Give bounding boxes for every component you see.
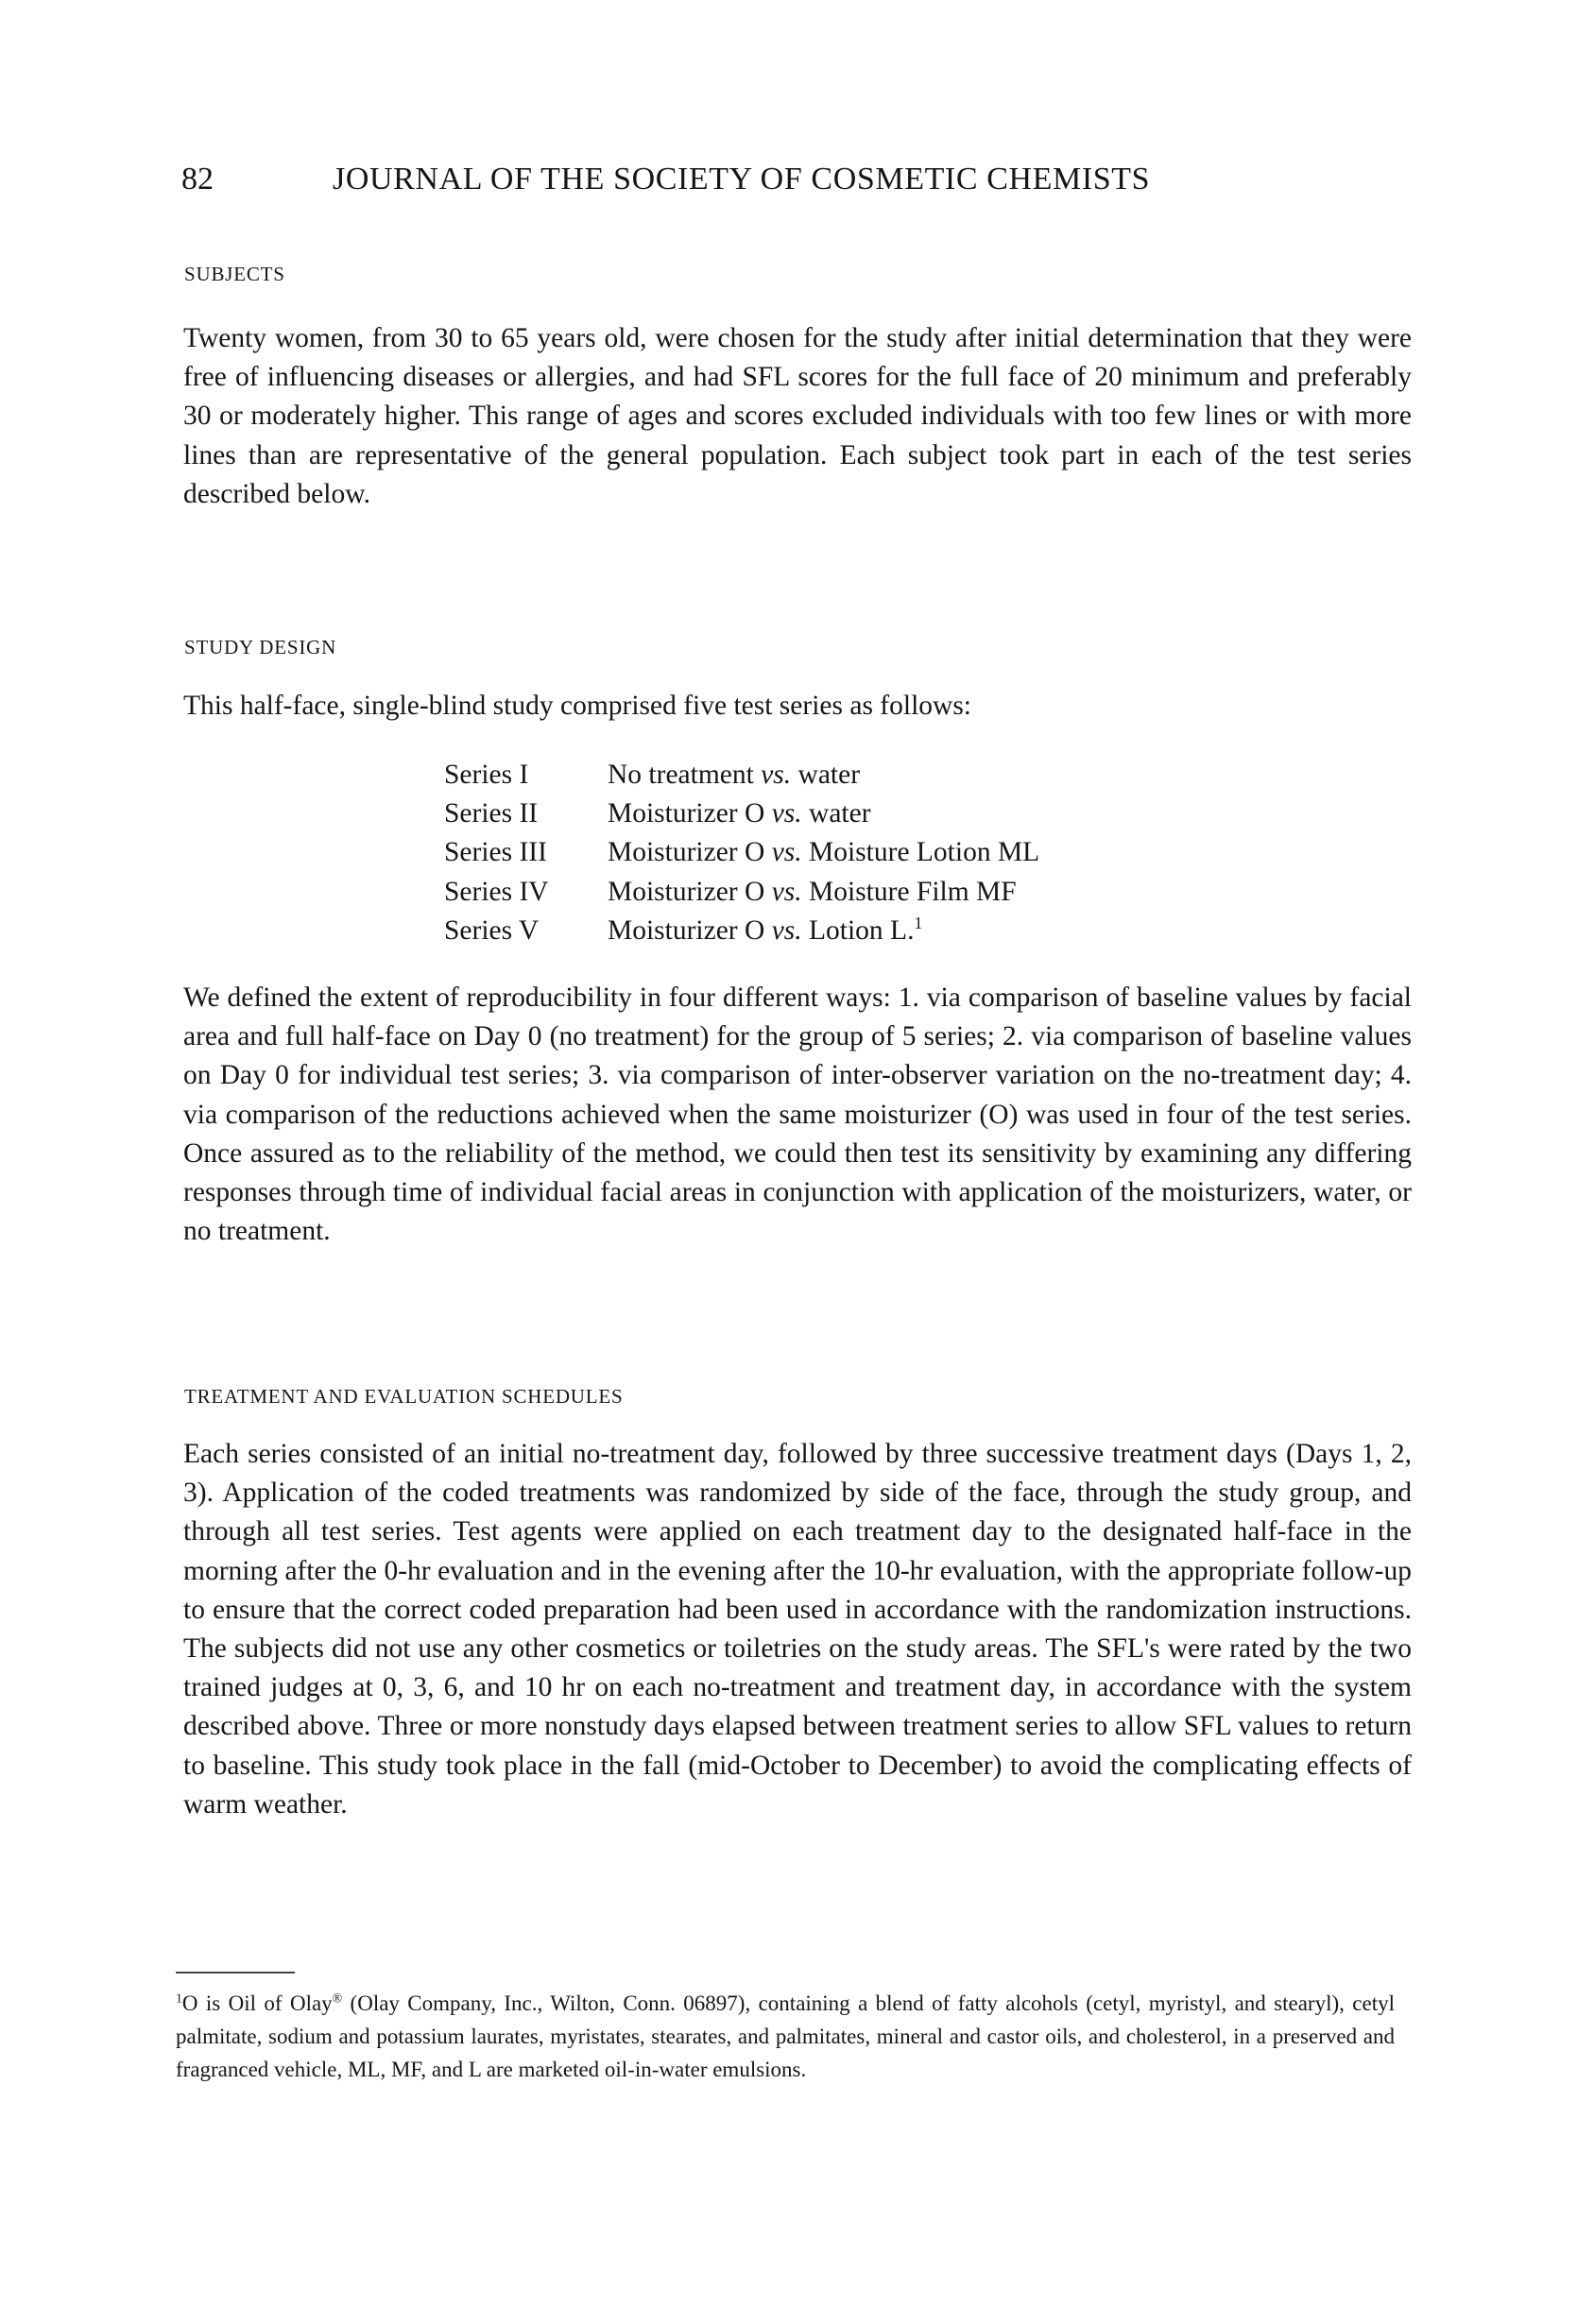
section-heading-subjects: SUBJECTS xyxy=(184,263,285,285)
series-label: Series III xyxy=(444,837,547,868)
series-label: Series IV xyxy=(444,876,549,907)
series-table xyxy=(444,756,1039,950)
footnote xyxy=(176,1987,1395,2086)
section-heading-treatment: TREATMENT AND EVALUATION SCHEDULES xyxy=(184,1385,624,1408)
series-row xyxy=(444,873,1039,912)
footnote-mark: 1 xyxy=(176,1991,182,2006)
subjects-text: Twenty women, from 30 to 65 years old, were chosen for the study after initial determination that they were free of influencing diseases or allergies, and had SFL scores for the full face of 20 minimum and preferably 30 or moderately higher. This range of ages and scores excluded individuals with too few lines or with more lines than are representative of the general population. Each subject took part in each of the test series described below. xyxy=(183,323,1412,509)
reproducibility-text: We defined the extent of reproducibility in four different ways: 1. via comparison of baseline values by facial area and full half-face on Day 0 (no treatment) for the group of 5 series; 2. via comparison of baseline values on Day 0 for individual test series; 3. via comparison of inter-observer variation on the no-treatment day; 4. via comparison of the reductions achieved when the same moisturizer (O) was used in four of the test series. Once assured as to the reliability of the method, we could then test its sensitivity by examining any differing responses through time of individual facial areas in conjunction with application of the moisturizers, water, or no treatment. xyxy=(183,983,1412,1247)
series-label: Series V xyxy=(444,914,540,946)
series-description: No treatment vs. water xyxy=(608,760,861,790)
series-label: Series I xyxy=(444,760,529,790)
reproducibility-paragraph xyxy=(183,979,1412,1251)
series-row xyxy=(444,795,1039,833)
treatment-paragraph xyxy=(183,1435,1412,1824)
footnote-divider xyxy=(176,1972,295,1974)
series-row xyxy=(444,756,1039,795)
series-row xyxy=(444,912,1039,950)
study-design-intro xyxy=(183,687,1412,726)
series-label: Series II xyxy=(444,798,539,829)
series-description: Moisturizer O vs. Lotion L.$^1$ xyxy=(608,913,923,946)
journal-title: JOURNAL OF THE SOCIETY OF COSMETIC CHEMISTS xyxy=(333,162,1151,197)
series-description: Moisturizer O vs. Moisture Film MF xyxy=(608,876,1017,907)
footnote-text-rest: (Olay Company, Inc., Wilton, Conn. 06897), containing a blend of fatty alcohols (cetyl, myristyl, and stearyl), cetyl palmitate, sodium and potassium laurates, myristates, stearates, and palmitates, mineral and castor oils, and cholesterol, in a preserved and fragranced vehicle, ML, MF, and L are marketed oil-in-water emulsions. xyxy=(176,1991,1395,2081)
series-description: Moisturizer O vs. Moisture Lotion ML xyxy=(608,837,1040,868)
footnote-text-start: O is Oil of Olay xyxy=(181,1991,333,2015)
subjects-paragraph xyxy=(183,319,1412,514)
series-row xyxy=(444,833,1039,872)
section-heading-study-design: STUDY DESIGN xyxy=(184,636,337,658)
study-design-intro-text: This half-face, single-blind study comprised five test series as follows: xyxy=(183,691,971,721)
registered-mark: ® xyxy=(332,1991,343,2006)
footnote-reference[interactable]: 1 xyxy=(914,913,923,932)
series-description: Moisturizer O vs. water xyxy=(608,798,871,829)
page-number: 82 xyxy=(181,162,214,197)
treatment-text: Each series consisted of an initial no-treatment day, followed by three successive treatment days (Days 1, 2, 3). Application of the coded treatments was randomized by side of the face, through the study group, and through all test series. Test agents were applied on each treatment day to the designated half-face in the morning after the 0-hr evaluation and in the evening after the 10-hr evaluation, with the appropriate follow-up to ensure that the correct coded preparation had been used in accordance with the randomization instructions. The subjects did not use any other cosmetics or toiletries on the study areas. The SFL's were rated by the two trained judges at 0, 3, 6, and 10 hr on each no-treatment and treatment day, in accordance with the system described above. Three or more nonstudy days elapsed between treatment series to allow SFL values to return to baseline. This study took place in the fall (mid-October to December) to avoid the complicating effects of warm weather. xyxy=(183,1439,1412,1820)
